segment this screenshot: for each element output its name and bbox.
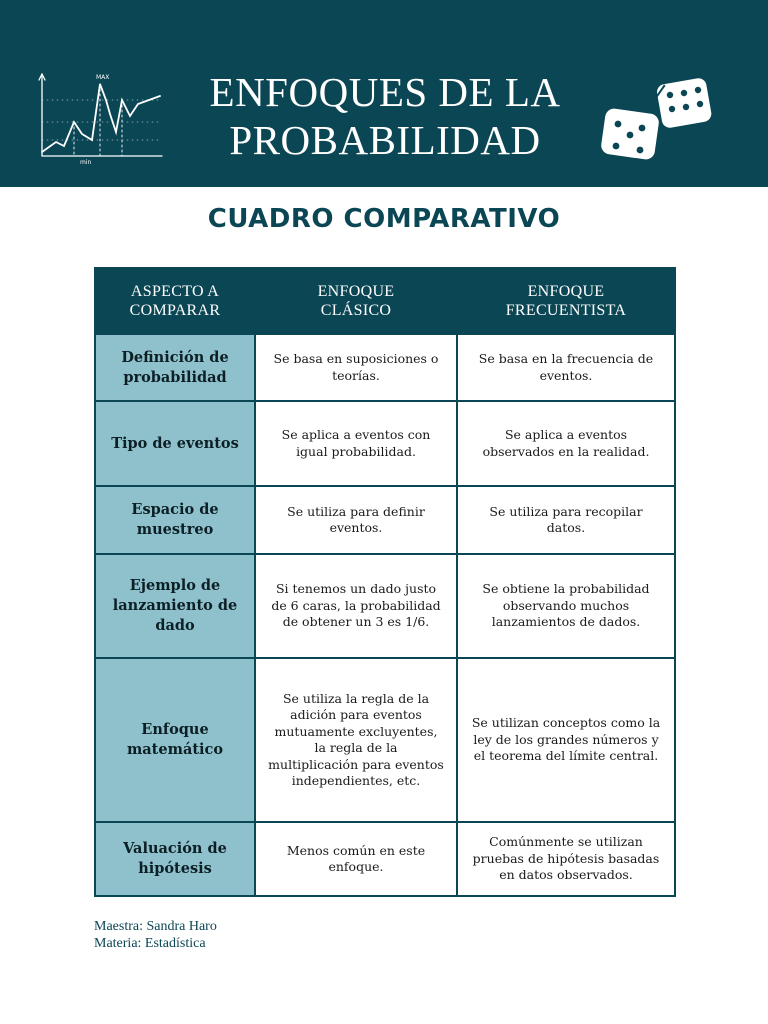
- aspect-cell: Definición de probabilidad: [95, 334, 255, 401]
- footer-subject: Materia: Estadística: [94, 936, 206, 951]
- chart-top-label: MAX: [96, 74, 110, 81]
- clasico-cell: Se utiliza la regla de la adición para eventos mutuamente excluyentes, la regla de la multiplicación para eventos independientes, etc.: [255, 658, 457, 822]
- title-line-2: PROBABILIDAD: [229, 117, 541, 163]
- title-line-1: ENFOQUES DE LA: [209, 69, 561, 115]
- frecuentista-cell: Se basa en la frecuencia de eventos.: [457, 334, 675, 401]
- clasico-cell: Si tenemos un dado justo de 6 caras, la probabilidad de obtener un 3 es 1/6.: [255, 554, 457, 658]
- line-chart-sketch-icon: [34, 70, 166, 166]
- frecuentista-cell: Se utilizan conceptos como la ley de los grandes números y el teorema del límite central.: [457, 658, 675, 822]
- header-clasico-line2: CLÁSICO: [320, 302, 392, 319]
- clasico-cell: Menos común en este enfoque.: [255, 822, 457, 896]
- frecuentista-cell: Se utiliza para recopilar datos.: [457, 486, 675, 554]
- table-row: [95, 554, 675, 658]
- clasico-cell: Se aplica a eventos con igual probabilidad.: [255, 401, 457, 486]
- table-header-row: [95, 268, 675, 334]
- header-aspecto-line1: ASPECTO A: [130, 283, 220, 300]
- aspect-cell: Valuación de hipótesis: [95, 822, 255, 896]
- aspect-cell: Ejemplo de lanzamiento de dado: [95, 554, 255, 658]
- aspect-cell: Enfoque matemático: [95, 658, 255, 822]
- table-row: [95, 401, 675, 486]
- subtitle: CUADRO COMPARATIVO: [207, 204, 561, 234]
- header-banner: [0, 0, 768, 187]
- table-row: [95, 486, 675, 554]
- footer-teacher: Maestra: Sandra Haro: [94, 919, 217, 934]
- table-row: [95, 822, 675, 896]
- frecuentista-cell: Se aplica a eventos observados en la realidad.: [457, 401, 675, 486]
- header-frecuentista: [457, 268, 675, 334]
- header-frecuentista-line2: FRECUENTISTA: [505, 302, 627, 319]
- header-aspecto: [95, 268, 255, 334]
- page-title: [170, 68, 600, 164]
- frecuentista-cell: Comúnmente se utilizan pruebas de hipótesis basadas en datos observados.: [457, 822, 675, 896]
- comparison-table: [94, 267, 676, 897]
- header-clasico: [255, 268, 457, 334]
- dice-icon: [596, 74, 720, 166]
- footer-credits: [94, 918, 217, 952]
- header-frecuentista-line1: ENFOQUE: [527, 283, 605, 300]
- clasico-cell: Se utiliza para definir eventos.: [255, 486, 457, 554]
- aspect-cell: Espacio de muestreo: [95, 486, 255, 554]
- table-row: [95, 334, 675, 401]
- chart-bottom-label: min: [80, 159, 92, 166]
- aspect-cell: Tipo de eventos: [95, 401, 255, 486]
- header-clasico-line1: ENFOQUE: [317, 283, 395, 300]
- header-aspecto-line2: COMPARAR: [129, 302, 221, 319]
- clasico-cell: Se basa en suposiciones o teorías.: [255, 334, 457, 401]
- frecuentista-cell: Se obtiene la probabilidad observando muchos lanzamientos de dados.: [457, 554, 675, 658]
- table-row: [95, 658, 675, 822]
